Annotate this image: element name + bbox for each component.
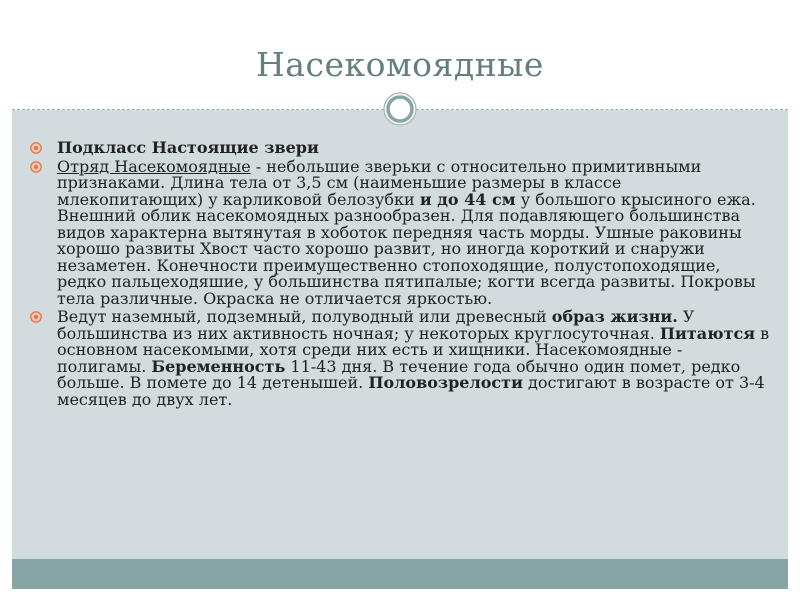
bullet-dot-icon (30, 311, 42, 323)
paragraph-text: у большого крысиного ежа. Внешний облик насекомоядных разнообразен. Для подавляющего большинства видов характерна вытянутая в хоботок передняя часть морды. Ушные раковины хорошо развиты Хвост часто хорошо развит, но иногда короткий и снаружи незаметен. Конечности преимущественно стопоходящие, полустопоходящие, редко пальцеходяшие, у большинства пятипалые; когти всегда развиты. Покровы тела различные. Окраска не отличается яркостью. (57, 189, 756, 308)
bullet-item (30, 140, 772, 157)
slide-title: Насекомоядные (256, 45, 544, 84)
emphasis-text: Питаются (659, 323, 756, 343)
subclass-heading: Подкласс Настоящие звери (57, 138, 319, 157)
bullet-dot-icon (30, 142, 42, 154)
emphasis-text: Половозрелости (368, 373, 523, 392)
paragraph-text: достигают в возрасте от 3-4 месяцев до двух лет. (57, 373, 765, 409)
order-link[interactable]: Отряд Насекомоядные (57, 156, 251, 176)
bullet-item (30, 309, 772, 408)
emphasis-text: и до 44 см (419, 189, 516, 209)
paragraph-text: У большинства из них активность ночная; у некоторых круглосуточная. (57, 307, 695, 343)
paragraph-text: - небольшие зверьки с относительно примитивными признаками. Длина тела от 3,5 см (наименьшие размеры в классе млекопитающих) у карликовой белозубки (57, 156, 702, 209)
emphasis-text: Беременность (151, 356, 286, 376)
slide-body (30, 140, 772, 408)
footer-band (12, 559, 788, 589)
paragraph-text: в основном насекомыми, хотя среди них есть и хищники. Насекомоядные - полигамы. (57, 323, 770, 376)
circle-ornament-icon (383, 92, 417, 126)
paragraph-text: Ведут наземный, подземный, полуводный или древесный (57, 307, 552, 326)
paragraph-text: 11-43 дня. В течение года обычно один помет, редко больше. В помете до 14 детенышей. (57, 356, 741, 392)
bullet-item (30, 156, 772, 308)
bullet-dot-icon (30, 161, 42, 173)
emphasis-text: образ жизни. (551, 307, 678, 326)
